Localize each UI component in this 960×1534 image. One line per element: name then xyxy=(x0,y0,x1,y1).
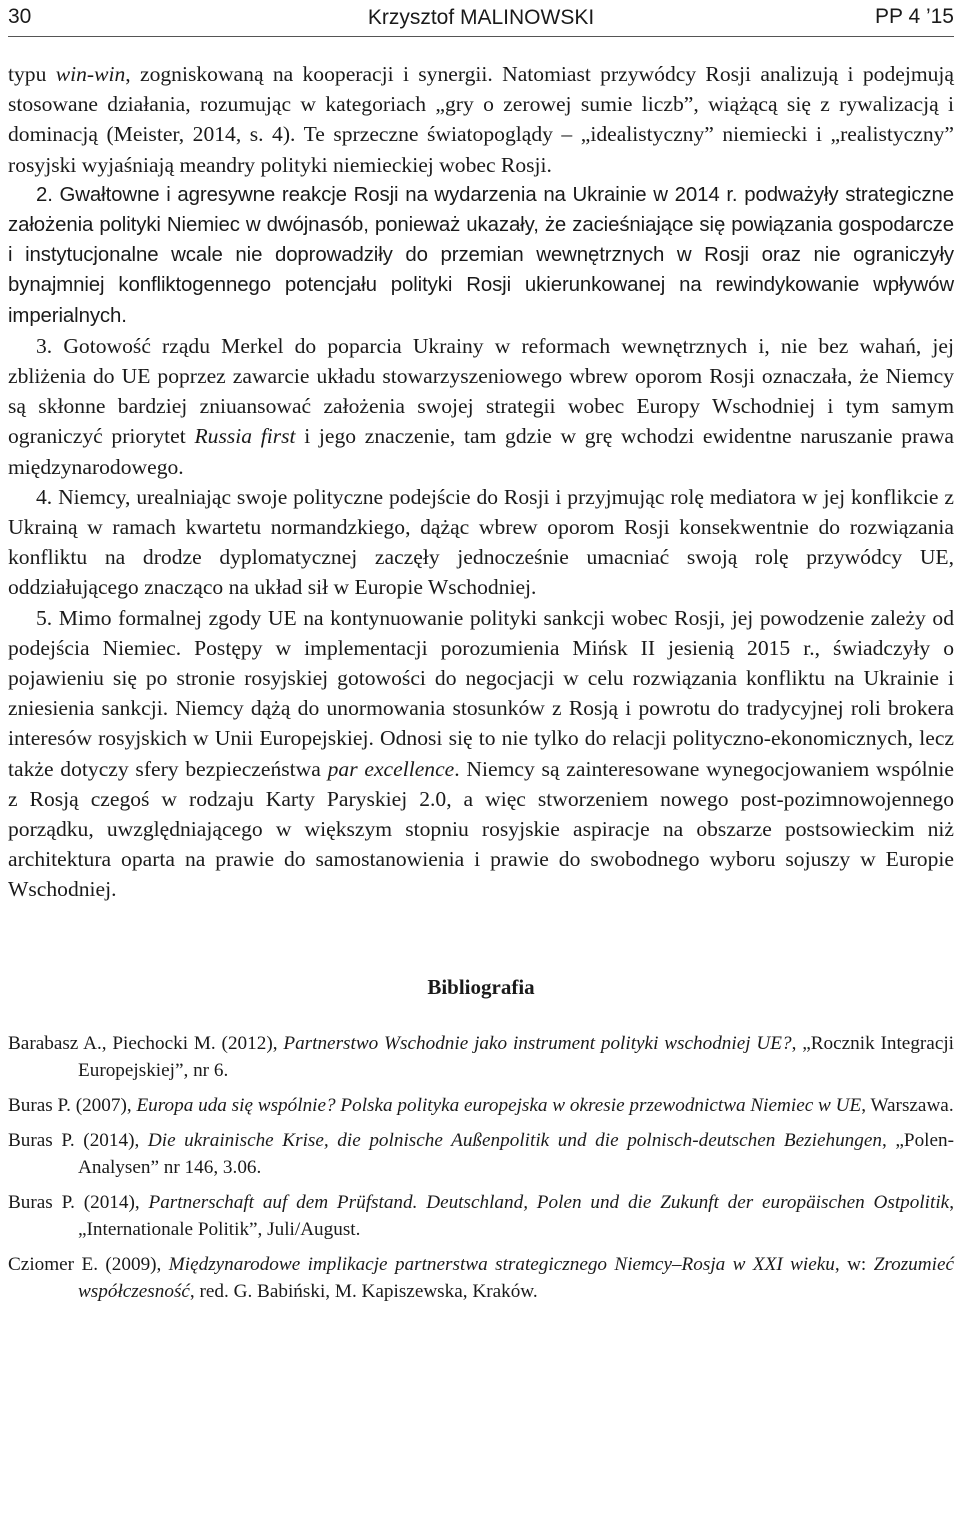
paragraph-1-text-a: typu xyxy=(8,62,56,86)
bib-entry-source: , „Rocznik Integracji Europejskiej”, nr 6. xyxy=(78,1032,955,1081)
bibliography-title: Bibliografia xyxy=(427,974,535,999)
paragraph-5-italic: par excellence xyxy=(327,756,455,781)
paragraph-3-text-c: i jego znaczenie, tam gdzie w grę wchodzi ewidentne naruszanie prawa międzynarodowego. xyxy=(8,424,955,479)
bib-entry-title: Partnerschaft auf dem Prüfstand. Deutschland, Polen und die Zukunft der europäischen Ostpolitik xyxy=(148,1191,950,1213)
paragraph-5-text-a: 5. Mimo formalnej zgody UE na kontynuowanie polityki sankcji wobec Rosji, jej powodzenie zależy od podejścia Niemiec. Postępy w implementacji porozumienia Mińsk II jesienią 2015 r., świadczyły o pojawieniu się po stronie rosyjskiej gotowości do negocjacji w celu rozwiązania konfliktu na Ukrainie i zniesienia sankcji. Niemcy dążą do unormowania stosunków z Rosją i powrotu do tradycyjnej roli brokera interesów rosyjskich w Unii Europejskiej. Odnosi się to nie tylko do relacji polityczno-ekonomicznych, lecz także dotyczy sfery bezpieczeństwa xyxy=(8,605,954,781)
bibliography-entry xyxy=(8,1189,954,1243)
bib-entry-source: , „Internationale Politik”, Juli/August. xyxy=(78,1191,954,1240)
running-head-journal: PP 4 ’15 xyxy=(874,5,954,28)
bib-entry-author: Barabasz A., Piechocki M. (2012), xyxy=(8,1032,284,1054)
bib-entry-book-title: Zrozumieć współczesność xyxy=(78,1253,954,1302)
bib-entry-author: Buras P. (2007), xyxy=(8,1094,137,1116)
running-head-author: Krzysztof MALINOWSKI xyxy=(367,6,595,29)
paragraph-1-italic: win-win xyxy=(55,62,126,86)
bib-entry-publisher: , red. G. Babiński, M. Kapiszewska, Kraków. xyxy=(189,1280,538,1302)
body-text xyxy=(8,59,954,905)
paragraph-3-text-a: 3. Gotowość rządu Merkel do poparcia Ukrainy w reformach wewnętrznych i, nie bez wahań, jej zbliżenia do UE poprzez zawarcie układu stowarzyszeniowego wbrew oporom Rosji oznaczała, że Niemcy są skłonne bardziej zniuansować założenia swojej strategii wobec Europy Wschodniej i tym samym ograniczyć priorytet xyxy=(8,333,954,449)
bib-entry-source: , „Polen-Analysen” nr 146, 3.06. xyxy=(78,1129,954,1178)
page xyxy=(8,0,954,1313)
bibliography-entry xyxy=(8,1030,954,1084)
bib-entry-title: Partnerstwo Wschodnie jako instrument polityki wschodniej UE? xyxy=(283,1032,792,1054)
page-number: 30 xyxy=(8,5,32,28)
bibliography-entry xyxy=(8,1092,954,1119)
bib-entry-author: Buras P. (2014), xyxy=(8,1129,148,1151)
paragraph-1 xyxy=(8,59,954,180)
paragraph-5 xyxy=(8,603,954,905)
bibliography-entry xyxy=(8,1127,954,1181)
bibliography-list xyxy=(8,1030,954,1305)
bib-entry-title: Die ukrainische Krise, die polnische Außenpolitik und die polnisch-deutschen Beziehungen xyxy=(147,1129,882,1151)
paragraph-4: 4. Niemcy, urealniając swoje polityczne podejście do Rosji i przyjmując rolę mediatora w jej konflikcie z Ukrainą w ramach kwartetu normandzkiego, dążąc wbrew oporom Rosji konsekwentnie do rozwiązania konfliktu na drodze dyplomatycznej zaczęły jednocześnie umacniać swoją rolę przywódcy UE, oddziałującego znacząco na układ sił w Europie Wschodniej. xyxy=(8,484,954,600)
bibliography-entry xyxy=(8,1251,954,1305)
paragraph-1-text-c: , zogniskowaną na kooperacji i synergii. Natomiast przywódcy Rosji analizują i podejmują stosowane działania, rozumując w kategoriach „gry o zerowej sumie liczb”, wiążącą się z rywalizacją i dominacją (Meister, 2014, s. 4). Te sprzeczne światopoglądy – „idealistyczny” niemiecki i „realistyczny” rosyjski wyjaśniają meandry polityki niemieckiej wobec Rosji. xyxy=(8,62,955,177)
bib-entry-title: Europa uda się wspólnie? Polska polityka europejska w okresie przewodnictwa Niemiec w UE xyxy=(136,1094,862,1116)
bib-entry-source: , Warszawa. xyxy=(861,1094,954,1116)
bib-entry-author: Cziomer E. (2009), xyxy=(8,1253,169,1275)
paragraph-3 xyxy=(8,331,954,482)
running-head xyxy=(8,0,954,37)
paragraph-5-text-c: . Niemcy są zainteresowane wynegocjowaniem wspólnie z Rosją czegoś w rodzaju Karty Paryskiej 2.0, a więc stworzeniem nowego post-pozimnowojennego porządku, uwzględniającego w większym stopniu rosyjskie aspiracje na obszarze postsowieckim niż architektura oparta na prawie do samostanowienia i prawie do swobodnego wyboru sojuszy w Europie Wschodniej. xyxy=(8,756,954,902)
bib-entry-title: Międzynarodowe implikacje partnerstwa strategicznego Niemcy–Rosja w XXI wieku xyxy=(168,1253,835,1275)
bib-entry-source: , w: xyxy=(834,1253,874,1275)
paragraph-2: 2. Gwałtowne i agresywne reakcje Rosji na wydarzenia na Ukrainie w 2014 r. podważyły strategiczne założenia polityki Niemiec w dwójnasób, ponieważ ukazały, że zacieśniające się powiązania gospodarcze i instytucjonalne wcale nie doprowadziły do przemian wewnętrznych w Rosji oraz nie ograniczyły bynajmniej konfliktogennego potencjału polityki Rosji ukierunkowanej na rewindykowanie wpływów imperialnych. xyxy=(8,183,954,327)
paragraph-3-italic: Russia first xyxy=(194,424,296,449)
bib-entry-author: Buras P. (2014), xyxy=(8,1191,149,1213)
